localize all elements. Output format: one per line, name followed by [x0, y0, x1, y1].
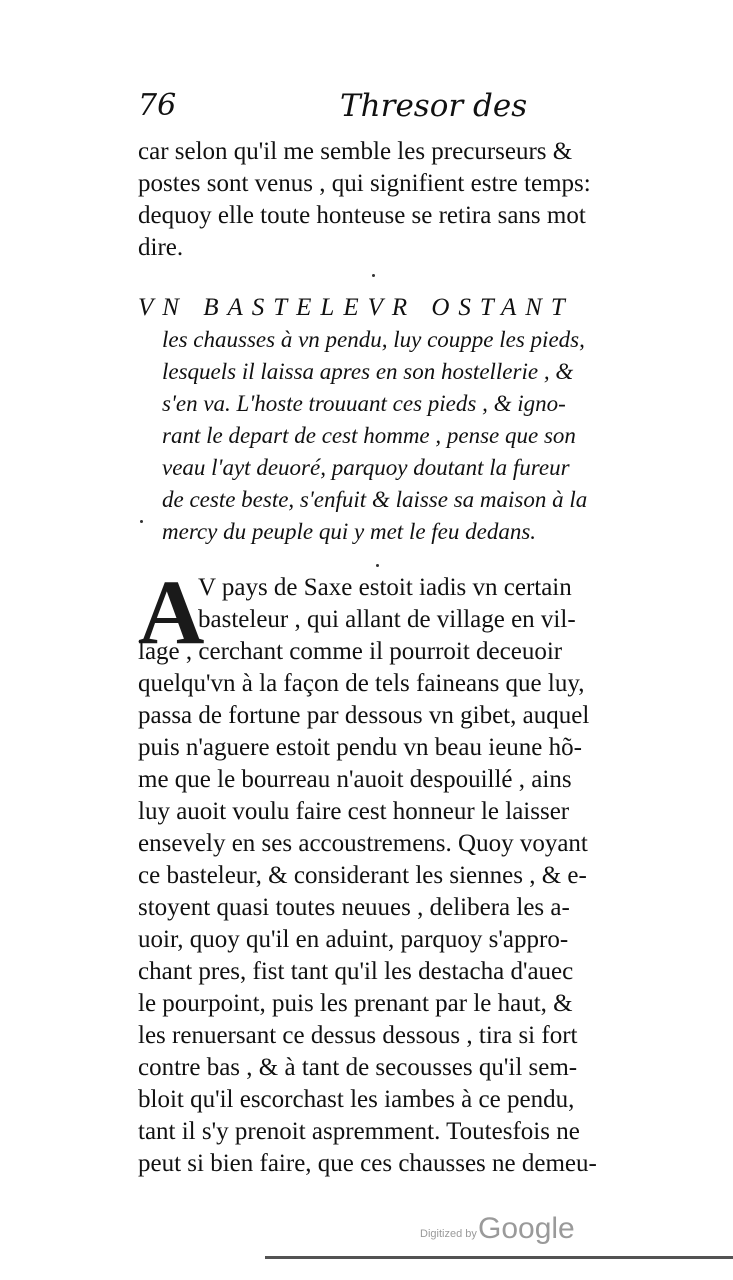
summary-heading: VN BASTELEVR OSTANT [138, 294, 574, 321]
summary-line: rant le depart de cest homme , pense que son [162, 423, 576, 448]
text-line: passa de fortune par dessous vn gibet, auquel [138, 702, 590, 729]
summary-line: de ceste beste, s'enfuit & laisse sa maison à la [162, 487, 588, 512]
text-line: bloit qu'il escorchast les iambes à ce pendu, [138, 1086, 575, 1113]
summary-line: mercy du peuple qui y met le feu dedans. [162, 519, 537, 544]
text-line: les renuersant ce dessus dessous , tira si fort [138, 1022, 578, 1049]
text-line: contre bas , & à tant de secousses qu'il sem- [138, 1054, 578, 1081]
running-head: Thresor des [340, 88, 528, 124]
text-line: stoyent quasi toutes neuues , delibera les a- [138, 894, 570, 921]
page-header [138, 88, 658, 128]
ink-speck [376, 564, 379, 567]
drop-cap: A [138, 561, 205, 663]
text-line: peut si bien faire, que ces chausses ne demeu- [138, 1150, 597, 1177]
text-line: lage , cerchant comme il pourroit deceuoir [138, 638, 563, 665]
text-line: me que le bourreau n'auoit despouillé , ains [138, 766, 572, 793]
summary-line: s'en va. L'hoste trouuant ces pieds , & igno- [162, 391, 566, 416]
summary-line: les chausses à vn pendu, luy couppe les pieds, [162, 327, 585, 352]
text-line: V pays de Saxe estoit iadis vn certain [198, 574, 572, 601]
text-line: le pourpoint, puis les prenant par le haut, & [138, 990, 573, 1017]
text-line: basteleur , qui allant de village en vil- [198, 606, 576, 633]
text-line: dequoy elle toute honteuse se retira sans mot [138, 202, 586, 229]
watermark-small-text: Digitized by [420, 1228, 477, 1240]
text-line: ensevely en ses accoustremens. Quoy voyant [138, 830, 588, 857]
text-line: uoir, quoy qu'il en aduint, parquoy s'appro- [138, 926, 569, 953]
text-line: chant pres, fist tant qu'il les destacha d'auec [138, 958, 574, 985]
text-line: car selon qu'il me semble les precurseurs & [138, 138, 573, 165]
summary-line: veau l'ayt deuoré, parquoy doutant la fureur [162, 455, 570, 480]
watermark-logo-text: Google [478, 1212, 575, 1245]
text-line: puis n'aguere estoit pendu vn beau ieune hõ- [138, 734, 582, 761]
page-edge-rule [265, 1256, 733, 1259]
text-line: quelqu'vn à la façon de tels faineans que luy, [138, 670, 585, 697]
text-line: postes sont venus , qui signifient estre temps: [138, 170, 591, 197]
digitization-watermark [420, 1212, 580, 1252]
summary-line: lesquels il laissa apres en son hostellerie , & [162, 359, 574, 384]
text-line: dire. [138, 234, 184, 261]
page-number: 76 [138, 88, 177, 123]
text-line: luy auoit voulu faire cest honneur le laisser [138, 798, 570, 825]
ink-speck [140, 520, 143, 523]
text-line: tant il s'y prenoit aspremment. Toutesfois ne [138, 1118, 580, 1145]
ink-speck [372, 274, 375, 277]
text-line: ce basteleur, & considerant les siennes , & e- [138, 862, 587, 889]
